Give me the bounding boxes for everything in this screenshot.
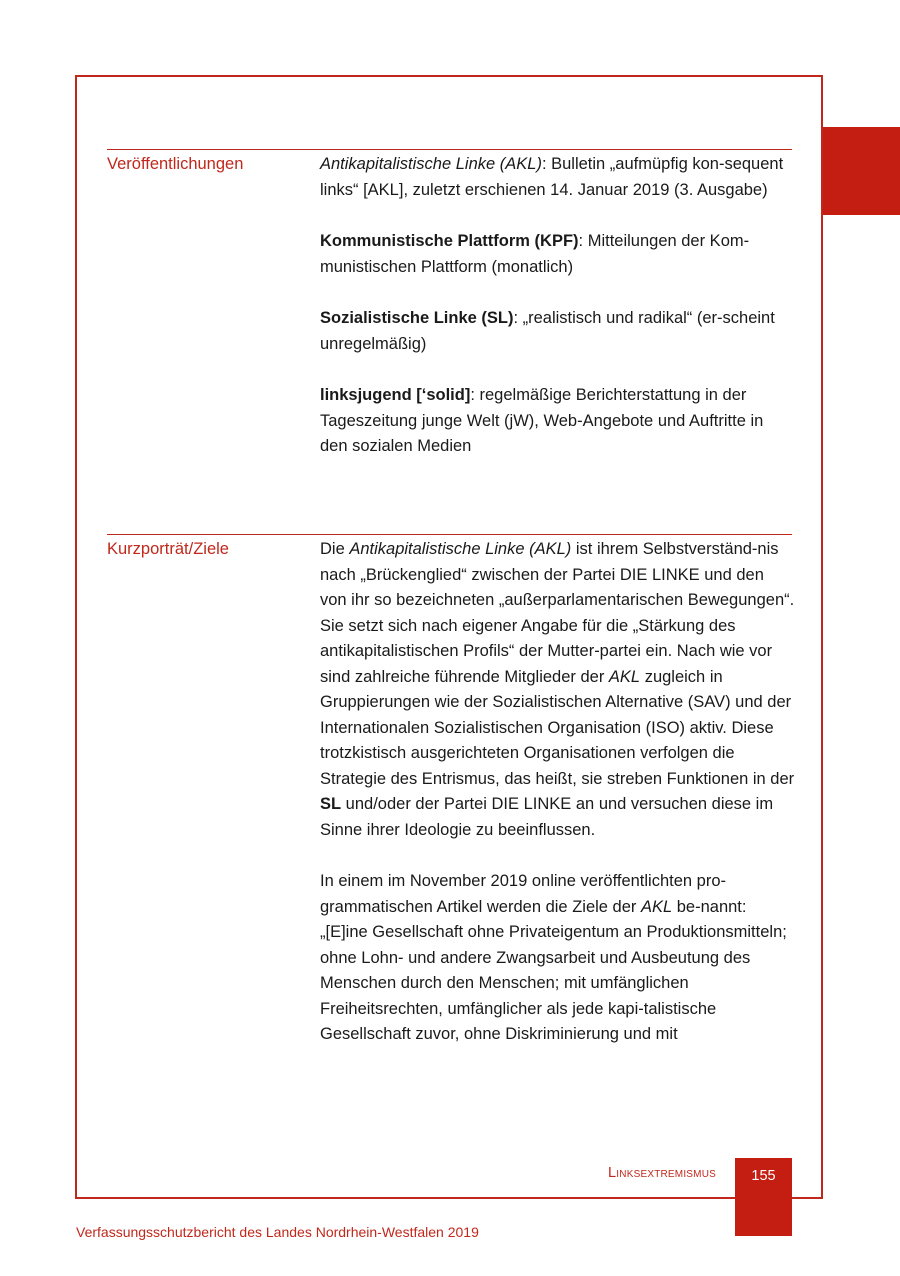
text-run: In einem im November 2019 online veröffentlichten pro-grammatischen Artikel werden die Ziele der: [320, 872, 726, 916]
org-name: linksjugend [‘solid]: [320, 386, 471, 404]
publication-text: : Mitteilungen der Kom-munistischen Plattform (monatlich): [320, 232, 750, 276]
section-rule: [107, 534, 792, 535]
chapter-title: Linksextremismus: [608, 1165, 716, 1181]
text-run: Die: [320, 540, 350, 558]
org-name: Sozialistische Linke (SL): [320, 309, 514, 327]
text-run: be-nannt: „[E]ine Gesellschaft ohne Privateigentum an Produktionsmitteln; ohne Lohn- und andere Zwangsarbeit und Ausbeutung des Menschen durch den Menschen; mit umfänglichen Freiheitsrechten, umfänglicher als jede kapi-talistische Gesellschaft zuvor, ohne Diskriminierung und mit: [320, 897, 787, 1043]
org-abbr: AKL: [640, 897, 673, 916]
page-number: 155: [751, 1168, 776, 1184]
publication-sl: [320, 306, 795, 357]
paragraph-selbstverstaendnis: [320, 537, 795, 843]
section-body: [320, 152, 795, 460]
text-run: und/oder der Partei DIE LINKE an und versuchen diese im Sinne ihrer Ideologie zu beeinflussen.: [320, 795, 774, 839]
org-abbr: SL: [320, 795, 342, 813]
section-rule: [107, 149, 792, 150]
report-title: Verfassungsschutzbericht des Landes Nordrhein-Westfalen 2019: [76, 1224, 479, 1240]
publication-linksjugend: [320, 383, 795, 460]
publication-text: : regelmäßige Berichterstattung in der Tageszeitung junge Welt (jW), Web-Angebote und Auftritte in den sozialen Medien: [320, 386, 764, 455]
org-name: Kommunistische Plattform (KPF): [320, 232, 579, 250]
text-run: ist ihrem Selbstverständ-nis nach „Brückenglied“ zwischen der Partei DIE LINKE und den von ihr so bezeichneten „außerparlamentarischen Bewegungen“. Sie setzt sich nach eigener Angabe für die „Stärkung des antikapitalistischen Profils“ der Mutter-partei ein. Nach wie vor sind zahlreiche führende Mitglieder der: [320, 540, 795, 686]
publication-text: : Bulletin „aufmüpfig kon-sequent links“ [AKL], zuletzt erschienen 14. Januar 2019 (3. Ausgabe): [320, 155, 784, 199]
org-name: Antikapitalistische Linke (AKL): [320, 155, 542, 173]
page-number-box: [735, 1158, 792, 1236]
chapter-tab-marker: [823, 127, 900, 215]
section-label: Kurzporträt/Ziele: [107, 540, 229, 558]
org-name: Antikapitalistische Linke (AKL): [349, 540, 572, 558]
section-body: [320, 537, 795, 1048]
publication-text: : „realistisch und radikal“ (er-scheint unregelmäßig): [320, 309, 775, 353]
text-run: zugleich in Gruppierungen wie der Sozialistischen Alternative (SAV) und der Internationalen Sozialistischen Organisation (ISO) aktiv. Diese trotzkistisch ausgerichteten Organisationen verfolgen die Strategie des Entrismus, das heißt, sie streben Funktionen in der: [320, 667, 795, 788]
section-label: Veröffentlichungen: [107, 155, 244, 173]
publication-kpf: [320, 229, 795, 280]
publication-akl: [320, 152, 795, 203]
paragraph-ziele: [320, 869, 795, 1048]
org-abbr: AKL: [608, 667, 641, 686]
